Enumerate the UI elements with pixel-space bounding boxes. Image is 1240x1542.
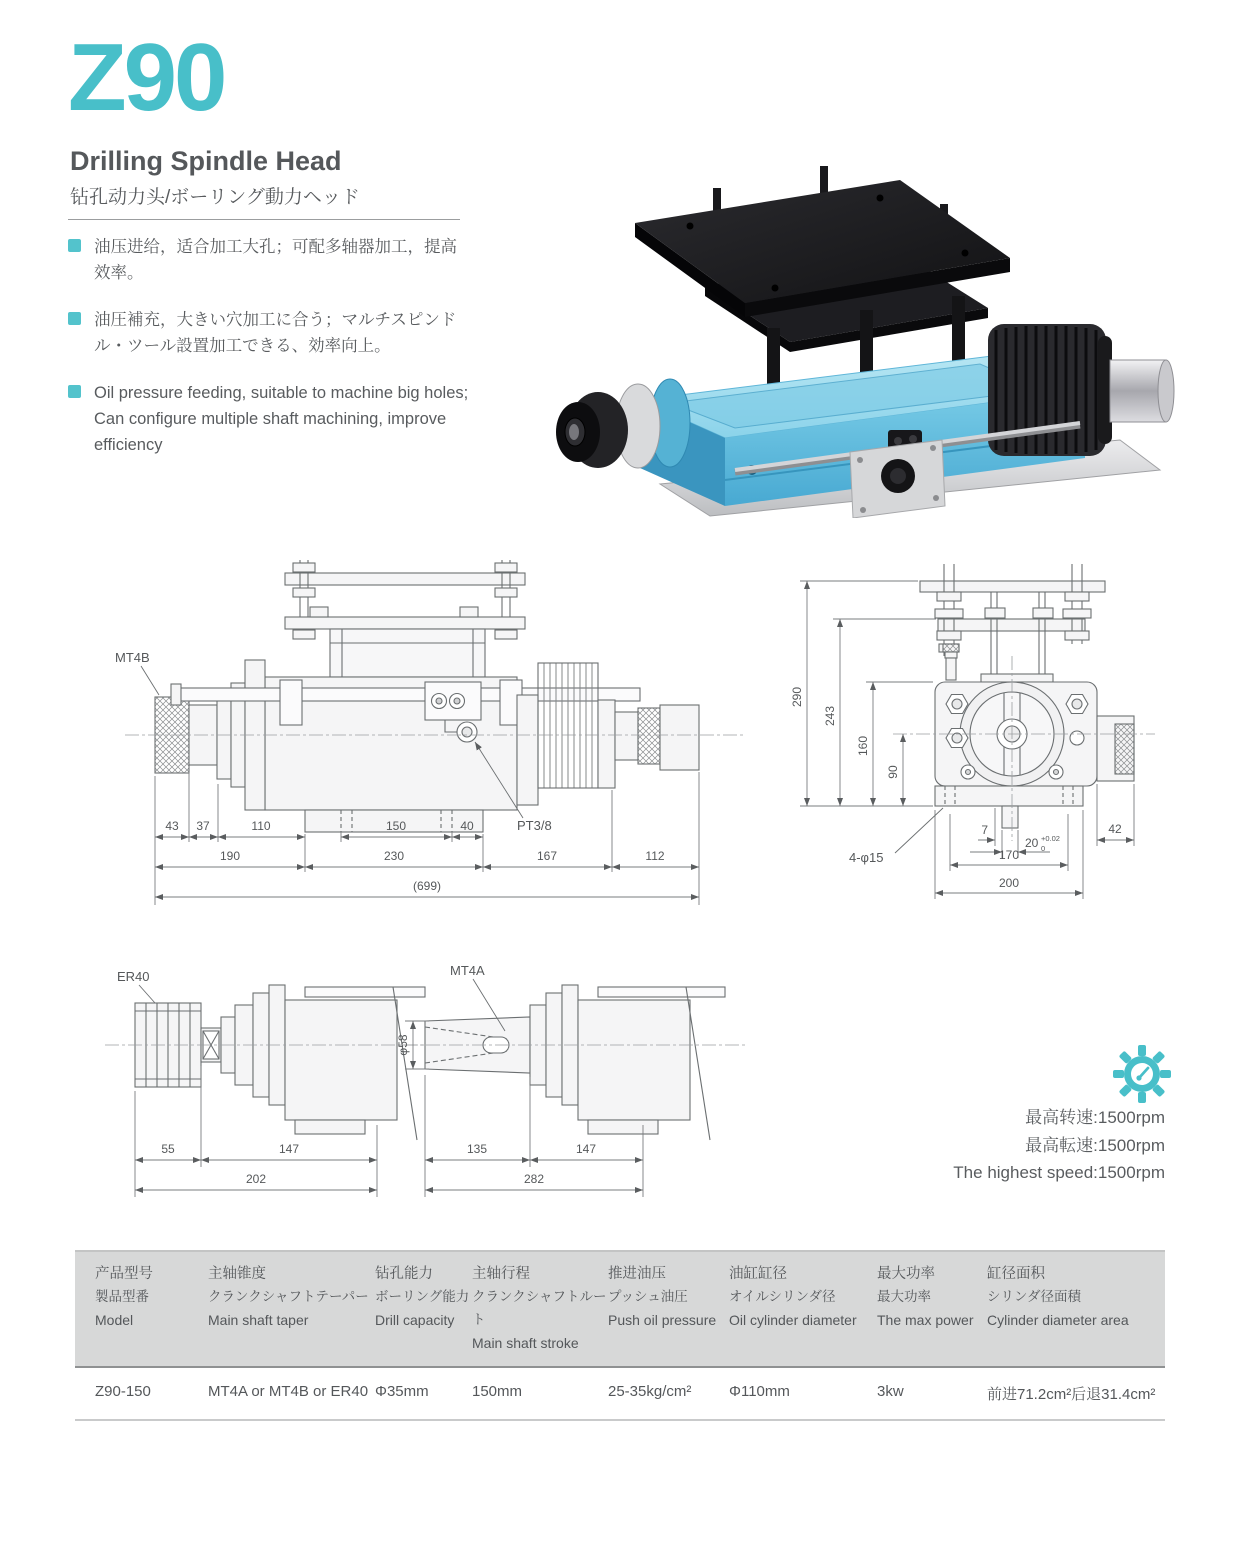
col-label-jp: プッシュ油圧 (608, 1289, 688, 1305)
max-speed-jp: 最高転速:1500rpm (1025, 1135, 1165, 1155)
col-label-jp: 製品型番 (95, 1289, 149, 1305)
spec-table-row (75, 1368, 1165, 1421)
col-label-cn: 主轴行程 (472, 1266, 530, 1282)
dim-value: 135 (466, 1142, 488, 1156)
gauge-gear-icon (1112, 1044, 1172, 1104)
feature-item-en (68, 380, 472, 458)
spec-col-header (877, 1263, 987, 1355)
bullet-square-icon (68, 385, 81, 398)
col-label-jp: ボーリング能力 (375, 1289, 470, 1305)
spec-col-header (608, 1263, 729, 1355)
spec-table (75, 1250, 1165, 1421)
spec-col-header (95, 1263, 208, 1355)
drawing-label: ER40 (117, 969, 150, 984)
dim-value: 20 (1025, 836, 1039, 850)
dim-value: 167 (536, 849, 558, 863)
dim-value: 147 (575, 1142, 597, 1156)
max-speed-cn: 最高转速:1500rpm (1025, 1108, 1165, 1127)
dim-tolerance-upper: +0.02 (1041, 834, 1060, 843)
col-label-en: Drill capacity (375, 1312, 455, 1329)
drawing-side-view (85, 560, 765, 915)
dim-value: 90 (886, 765, 900, 779)
dim-value: 243 (823, 705, 837, 727)
col-label-cn: 油缸缸径 (729, 1266, 787, 1282)
spec-value-cylinder-diameter: Φ110mm (729, 1382, 790, 1400)
dim-value: 170 (998, 848, 1020, 862)
col-label-en: Oil cylinder diameter (729, 1312, 857, 1329)
feature-item-cn (68, 234, 472, 286)
page-title: Drilling Spindle Head (70, 146, 342, 176)
dim-tolerance-lower: 0 (1041, 844, 1046, 853)
dim-value: φ58 (396, 1034, 410, 1056)
spec-value-model: Z90-150 (95, 1382, 151, 1400)
feature-list (68, 234, 472, 479)
dim-value: 202 (245, 1172, 267, 1186)
spec-value-stroke: 150mm (472, 1382, 523, 1400)
dim-value: 40 (460, 819, 474, 833)
spec-col-header (472, 1263, 608, 1355)
col-label-en: Main shaft stroke (472, 1335, 579, 1352)
spec-value-cylinder-area: 前进71.2cm²后退31.4cm² (987, 1385, 1156, 1403)
feature-text: 油压进给，适合加工大孔；可配多轴器加工，提高效率。 (94, 238, 457, 283)
max-speed-block (953, 1104, 1165, 1187)
max-speed-en: The highest speed:1500rpm (953, 1163, 1165, 1183)
spec-col-header (987, 1263, 1165, 1355)
col-label-jp: オイルシリンダ径 (729, 1289, 836, 1305)
product-model-title: Z90 (68, 24, 225, 131)
spec-value-taper: MT4A or MT4B or ER40 (208, 1382, 369, 1400)
col-label-cn: 推进油压 (608, 1266, 666, 1282)
drawing-label: PT3/8 (517, 818, 552, 833)
spec-value-oil-pressure: 25-35kg/cm² (608, 1382, 692, 1400)
drawing-label: 4-φ15 (849, 850, 884, 865)
col-label-en: Main shaft taper (208, 1312, 309, 1329)
col-label-cn: 最大功率 (877, 1266, 935, 1282)
col-label-jp: クランクシャフトルート (472, 1289, 607, 1328)
col-label-jp: クランクシャフトテーパー (208, 1289, 369, 1305)
dim-value: 7 (981, 823, 988, 837)
dim-value: (699) (412, 879, 442, 893)
spec-value-max-power: 3kw (877, 1382, 904, 1400)
dim-value: 42 (1108, 822, 1122, 836)
feature-text: Oil pressure feeding, suitable to machine big holes; Can configure multiple shaft machining, improve efficiency (94, 384, 469, 455)
dim-value: 200 (998, 876, 1020, 890)
col-label-en: Cylinder diameter area (987, 1312, 1129, 1329)
dim-value: 37 (196, 819, 210, 833)
bullet-square-icon (68, 239, 81, 252)
drawing-er40-view (95, 945, 435, 1210)
bullet-square-icon (68, 312, 81, 325)
dim-value: 160 (856, 735, 870, 757)
spec-col-header (375, 1263, 472, 1355)
dim-value: 190 (219, 849, 241, 863)
dim-value: 147 (278, 1142, 300, 1156)
dim-value: 150 (385, 819, 407, 833)
col-label-cn: 主轴锥度 (208, 1266, 266, 1282)
spec-value-drill-capacity: Φ35mm (375, 1382, 429, 1400)
drawing-label: MT4A (450, 963, 485, 978)
product-photo (520, 118, 1180, 518)
col-label-en: The max power (877, 1312, 974, 1329)
col-label-cn: 钻孔能力 (375, 1266, 433, 1282)
col-label-cn: 缸径面积 (987, 1266, 1045, 1282)
col-label-jp: シリンダ径面積 (987, 1289, 1081, 1305)
col-label-cn: 产品型号 (95, 1266, 153, 1282)
col-label-en: Push oil pressure (608, 1312, 717, 1329)
dim-value: 110 (251, 819, 271, 833)
header-divider (68, 219, 460, 220)
col-label-jp: 最大功率 (877, 1289, 931, 1305)
spec-col-header (208, 1263, 375, 1355)
spec-table-header (75, 1250, 1165, 1368)
spec-col-header (729, 1263, 877, 1355)
drawing-mt4a-view (395, 945, 755, 1210)
dim-value: 282 (523, 1172, 545, 1186)
drawing-label: MT4B (115, 650, 150, 665)
dim-value: 55 (161, 1142, 175, 1156)
dim-value: 112 (645, 849, 665, 863)
feature-text: 油圧補充，大きい穴加工に合う；マルチスピンドル・ツール設置加工できる、効率向上。 (94, 311, 457, 356)
dim-value: 230 (383, 849, 405, 863)
dim-value: 290 (790, 686, 804, 708)
dim-value: 43 (165, 819, 179, 833)
drawing-front-view (785, 556, 1190, 924)
col-label-en: Model (95, 1312, 134, 1329)
page-subtitle: 钻孔动力头/ボーリング動力ヘッド (70, 187, 360, 208)
feature-item-jp (68, 307, 472, 359)
